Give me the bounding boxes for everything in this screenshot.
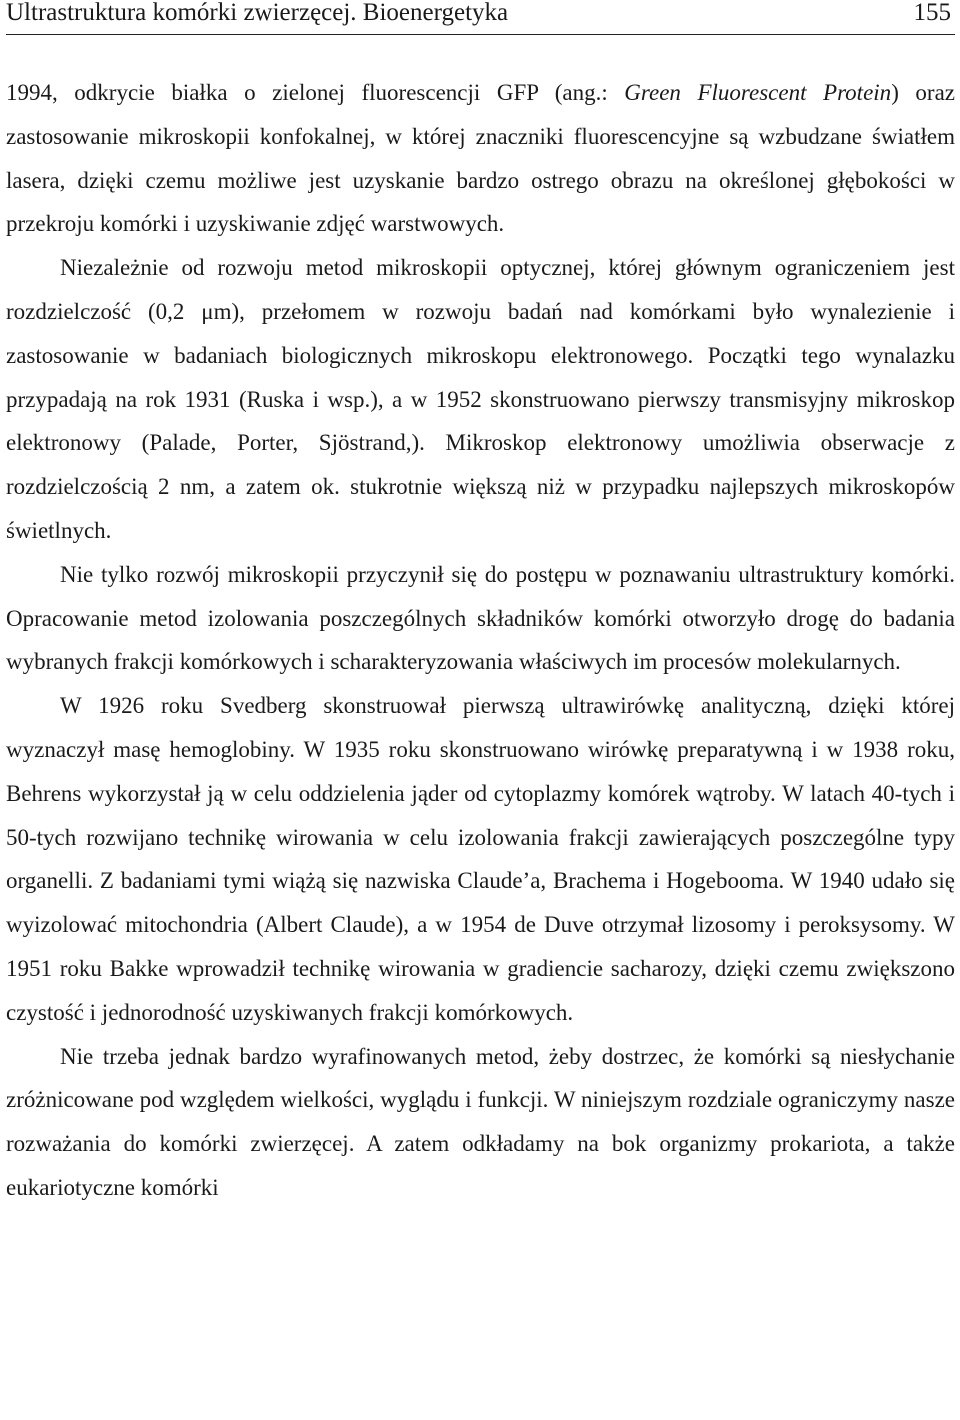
body-text	[6, 71, 955, 1210]
page-number: 155	[913, 0, 951, 26]
paragraph-cell-diversity: Nie trzeba jednak bardzo wyrafinowanych metod, żeby dostrzec, że komórki są niesłychanie zróżnicowane pod względem wielkości, wyglądu i funkcji. W niniejszym rozdziale ograniczymy nasze rozważania do komórki zwierzęcej. A zatem odkładamy na bok organizmy prokariota, a także eukariotyczne komórki	[6, 1043, 955, 1200]
paragraph-gfp-continuation	[6, 71, 955, 246]
paragraph-cell-fractionation: Nie tylko rozwój mikroskopii przyczynił się do postępu w poznawaniu ultrastruktury komórki. Opracowanie metod izolowania poszczególnych składników komórki otworzyło drogę do badania wybranych frakcji komórkowych i scharakteryzowania właściwych im procesów molekularnych.	[6, 561, 955, 675]
running-header	[6, 0, 955, 35]
paragraph-text: ) oraz zastosowanie mikroskopii konfokalnej, w której znaczniki fluorescencyjne są wzbudzane światłem lasera, dzięki czemu możliwe jest uzyskanie bardzo ostrego obrazu na określonej głębokości w przekroju komórki i uzyskiwanie zdjęć warstwowych.	[6, 80, 955, 237]
latin-term: Green Fluorescent Protein	[624, 80, 892, 105]
running-header-title: Ultrastruktura komórki zwierzęcej. Bioenergetyka	[6, 0, 509, 26]
paragraph-ultracentrifuge-history: W 1926 roku Svedberg skonstruował pierwszą ultrawirówkę analityczną, dzięki której wyznaczył masę hemoglobiny. W 1935 roku skonstruowano wirówkę preparatywną i w 1938 roku, Behrens wykorzystał ją w celu oddzielenia jąder od cytoplazmy komórek wątroby. W latach 40-tych i 50-tych rozwijano technikę wirowania w celu izolowania frakcji zawierających poszczególne typy organelli. Z badaniami tymi wiążą się nazwiska Claude’a, Brachema i Hogebooma. W 1940 udało się wyizolować mitochondria (Albert Claude), a w 1954 de Duve otrzymał lizosomy i peroksysomy. W 1951 roku Bakke wprowadził technikę wirowania w gradiencie sacharozy, dzięki czemu zwiększono czystość i jednorodność uzyskiwanych frakcji komórkowych.	[6, 693, 955, 1025]
paragraph-text: 1994, odkrycie białka o zielonej fluorescencji GFP (ang.:	[6, 80, 625, 105]
paragraph-electron-microscopy: Niezależnie od rozwoju metod mikroskopii optycznej, której głównym ograniczeniem jest rozdzielczość (0,2 μm), przełomem w rozwoju badań nad komórkami było wynalezienie i zastosowanie w badaniach biologicznych mikroskopu elektronowego. Początki tego wynalazku przypadają na rok 1931 (Ruska i wsp.), a w 1952 skonstruowano pierwszy transmisyjny mikroskop elektronowy (Palade, Porter, Sjöstrand,). Mikroskop elektronowy umożliwia obserwacje z rozdzielczością 2 nm, a zatem ok. stukrotnie większą niż w przypadku najlepszych mikroskopów świetlnych.	[6, 255, 955, 543]
